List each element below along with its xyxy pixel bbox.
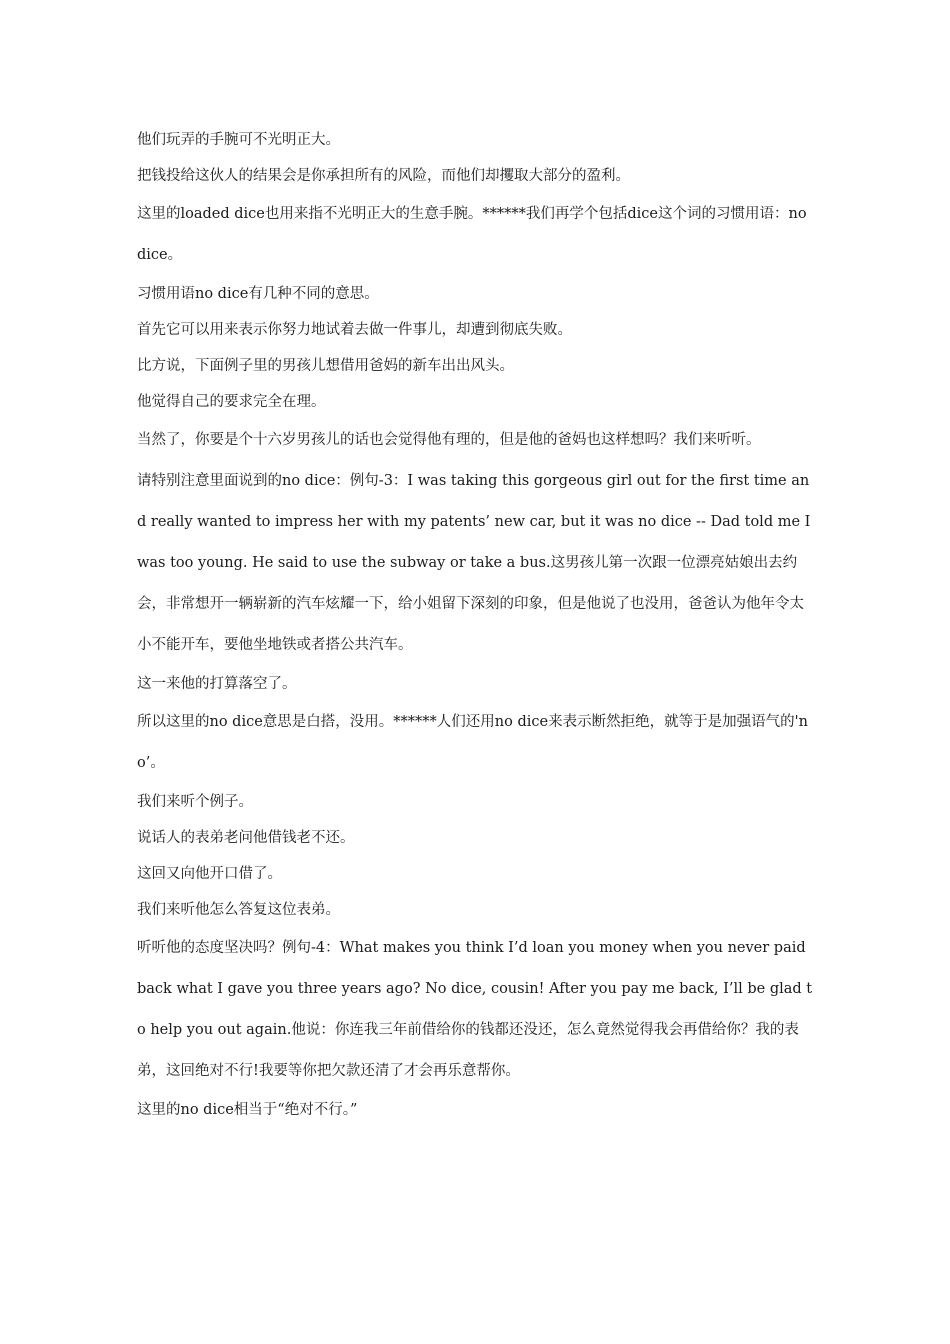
document-body (137, 122, 817, 1128)
paragraph: 所以这里的no dice意思是白搭，没用。******人们还用no dice来表示断然拒绝，就等于是加强语气的'no’。 (137, 714, 808, 771)
paragraph: 这里的loaded dice也用来指不光明正大的生意手腕。******我们再学个包括dice这个词的习惯用语：no dice。 (137, 206, 807, 263)
paragraph: 习惯用语no dice有几种不同的意思。 (137, 286, 379, 302)
paragraph: 他们玩弄的手腕可不光明正大。 (137, 132, 340, 148)
paragraph: 他觉得自己的要求完全在理。 (137, 394, 326, 410)
paragraph: 首先它可以用来表示你努力地试着去做一件事儿，却遭到彻底失败。 (137, 322, 572, 338)
paragraph: 这里的no dice相当于“绝对不行。” (137, 1102, 358, 1118)
paragraph: 当然了，你要是个十六岁男孩儿的话也会觉得他有理的，但是他的爸妈也这样想吗？我们来听听。 (137, 432, 761, 448)
paragraph: 比方说，下面例子里的男孩儿想借用爸妈的新车出出风头。 (137, 358, 514, 374)
paragraph: 请特别注意里面说到的no dice：例句-3：I was taking this gorgeous girl out for the first time and really wanted to impress her with my patents’ new car, but it was no dice -- Dad told me I was too young. He said to use the subway or take a bus.这男孩儿第一次跟一位漂亮姑娘出去约会，非常想开一辆崭新的汽车炫耀一下，给小姐留下深刻的印象，但是他说了也没用，爸爸认为他年令太小不能开车，要他坐地铁或者搭公共汽车。 (137, 473, 811, 653)
paragraph: 听听他的态度坚决吗？例句-4：What makes you think I’d loan you money when you never paid back what I gave you three years ago? No dice, cousin! After you pay me back, I’ll be glad to help you out again.他说：你连我三年前借给你的钱都还没还，怎么竟然觉得我会再借给你？我的表弟，这回绝对不行!我要等你把欠款还清了才会再乐意帮你。 (137, 940, 813, 1079)
paragraph: 说话人的表弟老问他借钱老不还。 (137, 830, 355, 846)
paragraph: 我们来听他怎么答复这位表弟。 (137, 902, 340, 918)
paragraph: 这一来他的打算落空了。 (137, 676, 297, 692)
paragraph: 把钱投给这伙人的结果会是你承担所有的风险，而他们却攫取大部分的盈利。 (137, 168, 630, 184)
paragraph: 我们来听个例子。 (137, 794, 253, 810)
paragraph: 这回又向他开口借了。 (137, 866, 282, 882)
